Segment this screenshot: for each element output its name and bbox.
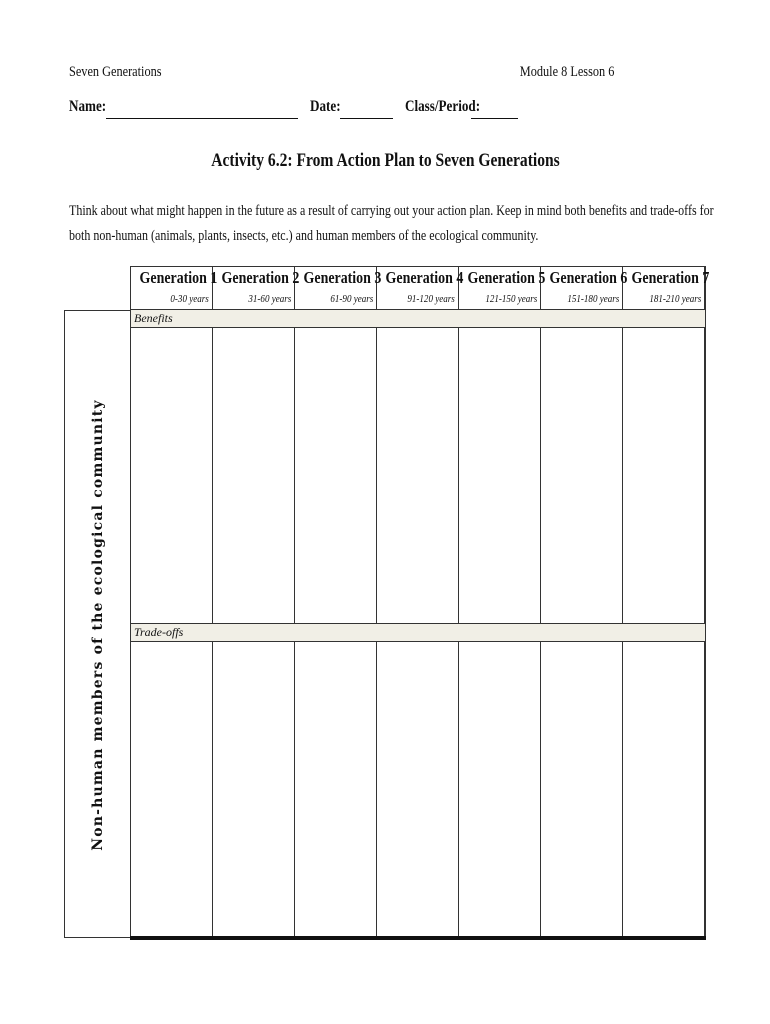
name-label: Name: [69,98,107,115]
side-label-cell [64,310,130,938]
generation-heading: Generation 1 [139,268,218,287]
generation-column [213,267,300,937]
date-label: Date: [310,98,341,115]
instructions [69,199,759,249]
generation-years: 61-90 years [330,293,373,305]
benefits-section-label: Benefits [131,309,705,328]
generation-column [541,267,628,937]
generation-column [377,267,464,937]
generation-heading: Generation 3 [303,268,382,287]
class-period-label: Class/Period: [405,98,481,115]
generation-years: 151-180 years [567,293,619,305]
bottom-rule [130,936,706,940]
module-lesson: Module 8 Lesson 6 [519,64,614,80]
class-period-field[interactable] [471,118,518,119]
name-field[interactable] [106,118,298,119]
generation-years: 0-30 years [170,293,209,305]
generation-heading: Generation 6 [549,268,628,287]
generations-worksheet [64,266,710,942]
student-info-row [69,98,529,122]
course-title: Seven Generations [69,64,162,80]
generation-years: 91-120 years [407,293,455,305]
generation-years: 121-150 years [485,293,537,305]
date-field[interactable] [340,118,393,119]
generation-years: 31-60 years [248,293,291,305]
activity-title: Activity 6.2: From Action Plan to Seven Generations [210,150,560,171]
instructions-line-2: both non-human (animals, plants, insects, etc.) and human members of the ecological community. [69,228,539,244]
generation-column [295,267,382,937]
generation-heading: Generation 4 [385,268,464,287]
generations-grid [130,266,710,938]
generation-column [459,267,546,937]
tradeoffs-section-label: Trade-offs [131,623,705,642]
generation-heading: Generation 5 [467,268,546,287]
generation-column [131,267,218,937]
generation-heading: Generation 2 [221,268,300,287]
generation-heading: Generation 7 [631,268,710,287]
instructions-line-1: Think about what might happen in the future as a result of carrying out your action plan. Keep in mind both benefits and trade-offs for [69,203,714,219]
generation-years: 181-210 years [649,293,701,305]
side-label: Non-human members of the ecological community [90,399,106,851]
generation-column [623,267,710,937]
